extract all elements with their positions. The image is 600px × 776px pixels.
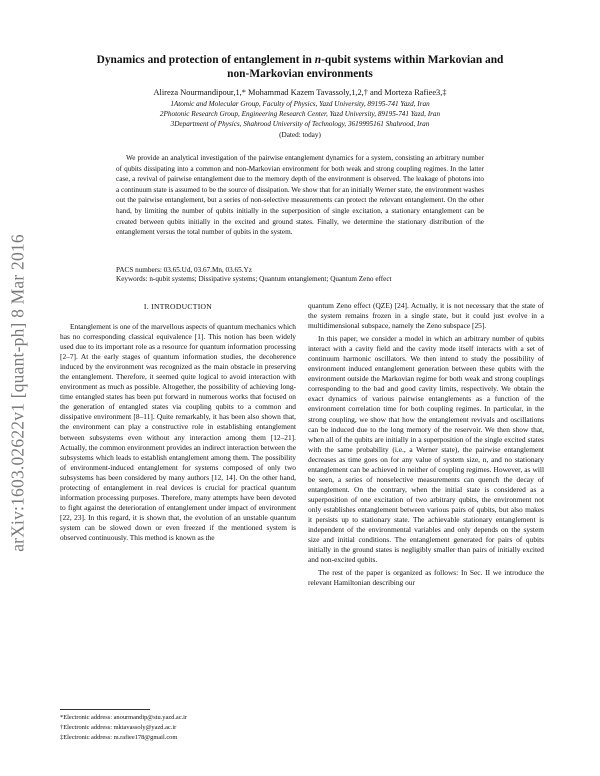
left-column	[60, 322, 296, 543]
author-list: Alireza Nourmandipour,1,* Mohammad Kazem Tavassoly,1,2,† and Morteza Rafiee3,‡	[153, 88, 447, 97]
keywords: Keywords: n-qubit systems; Dissipative systems; Quantum entanglement; Quantum Zeno effect	[116, 275, 392, 284]
arxiv-identifier-stamp	[8, 208, 28, 578]
title-variable-n: n	[314, 54, 322, 66]
date-line: (Dated: today)	[279, 130, 321, 139]
affiliations	[60, 99, 540, 140]
title-line1-suffix: -qubit systems within Markovian and	[321, 54, 504, 66]
intro-paragraph-4: The rest of the paper is organized as follows: In Sec. II we introduce the relevant Hamiltonian describing our	[308, 568, 544, 588]
arxiv-identifier-text: arXiv:1603.02622v1 [quant-ph] 8 Mar 2016	[7, 234, 28, 552]
footnotes	[60, 713, 296, 744]
affiliation-3: 3Department of Physics, Shahrood University of Technology, 3619995161 Shahrood, Iran	[170, 120, 430, 129]
intro-paragraph-2: quantum Zeno effect (QZE) [24]. Actually, it is not necessary that the state of the system remains frozen in a single state, but it could just evolve in a multidimensional subspace, namely the Zeno subspace [25].	[308, 301, 544, 331]
right-column	[308, 301, 544, 588]
intro-paragraph-3: In this paper, we consider a model in which an arbitrary number of qubits interact with a cavity field and the cavity mode itself interacts with a set of continuum harmonic oscillators. We then intend to study the possibility of environment induced entanglement generation between these qubits with the environment outside the Markovian regime for both weak and strong couplings corresponding to the bad and good cavity limits, respectively. We obtain the exact dynamics of various pairwise entanglements as a function of the environment correlation time for both coupling regimes. In particular, in the strong coupling, we show that how the entanglement revivals and oscillations can be induced due to the long memory of the reservoir. We then show that, when all of the qubits are initially in a superposition of the single excited states with the same probability (i.e., a Werner state), the pairwise entanglement decreases as time goes on for any value of system size, n, and no stationary entanglement can be achieved in neither of coupling regimes. However, as will be seen, a series of nonselective measurements can quench the decay of entanglement. On the contrary, when the initial state is considered as a superposition of one excitation of two arbitrary qubits, the environment not only establishes entanglement between various pairs of qubits, but also makes it persists up to stationary state. The achievable stationary entanglement is independent of the environmental variables and only depends on the system size and initial conditions. The entanglement generated for pairs of qubits initially in the ground states is negligibly smaller than pairs of initially excited and non-excited qubits.	[308, 334, 544, 565]
title-line1-prefix: Dynamics and protection of entanglement in	[96, 54, 315, 66]
footnote-email-2: †Electronic address: mktavassoly@yazd.ac.ir	[60, 724, 177, 732]
title-line2: non-Markovian environments	[227, 68, 373, 80]
affiliation-2: 2Photonic Research Group, Engineering Research Center, Yazd University, 89195-741 Yazd, Iran	[159, 110, 441, 119]
abstract: We provide an analytical investigation of the pairwise entanglement dynamics for a system, consisting an arbitrary number of qubits dissipating into a common and non-Markovian environment for both weak and strong coupling regimes. In the latter case, a revival of pairwise entanglement due to the memory depth of the environment is observed. The leakage of photons into a continuum state is assumed to be the source of dissipation. We show that for an initially Werner state, the environment washes out the pairwise entanglement, but a series of non-selective measurements can protect the relevant entanglement. On the other hand, by limiting the number of qubits initially in the superposition of single excitation, a stationary entanglement can be created between qubits initially in the excited and ground states. Finally, we determine the stationary distribution of the entanglement versus the total number of qubits in the system.	[116, 154, 484, 237]
affiliation-1: 1Atomic and Molecular Group, Faculty of Physics, Yazd University, 89195-741 Yazd, Iran	[170, 100, 430, 108]
section-heading-introduction: I. INTRODUCTION	[143, 302, 213, 311]
intro-paragraph-1: Entanglement is one of the marvellous aspects of quantum mechanics which has no corresponding classical equivalence [1]. This notion has been widely used due to its important role as a resource for quantum information processing [2–7]. At the early stages of quantum information studies, the decoherence induced by the environment was recognized as the main obstacle in preserving the entanglement. Therefore, it seemed quite logical to avoid interaction with environment as much as possible. Altogether, the possibility of achieving long-time entangled states has been put forward in numerous works that focused on the generation of entangled states via coupling qubits to a common and dissipative environment [8–11]. Quite remarkably, it has been also shown that, the environment can play a constructive role in establishing entanglement between subsystems even without any interaction among them [12–21]. Actually, the common environment provides an indirect interaction between the subsystems which leads to establish entanglement among them. The possibility of environment-induced entanglement for systems composed of only two subsystems has been considered by many authors [12, 14]. On the other hand, protecting of entanglement in real devices is crucial for practical quantum information processing purposes. Therefore, many attempts have been devoted to fight against the deterioration of entanglement under impact of environment [22, 23]. In this regard, it is shown that, the evolution of an unstable quantum system can be slowed down or even freezed if the mentioned system is observed continuously. This method is known as the	[60, 322, 296, 542]
footnote-email-3: ‡Electronic address: m.rafiee178@gmail.com	[60, 734, 178, 742]
pacs-numbers: PACS numbers: 03.65.Ud, 03.67.Mn, 03.65.Yz	[116, 266, 252, 274]
footnote-divider	[60, 709, 150, 710]
paper-title	[60, 53, 540, 81]
classification-block	[116, 266, 484, 285]
footnote-email-1: *Electronic address: anourmandip@stu.yazd.ac.ir	[60, 714, 188, 721]
